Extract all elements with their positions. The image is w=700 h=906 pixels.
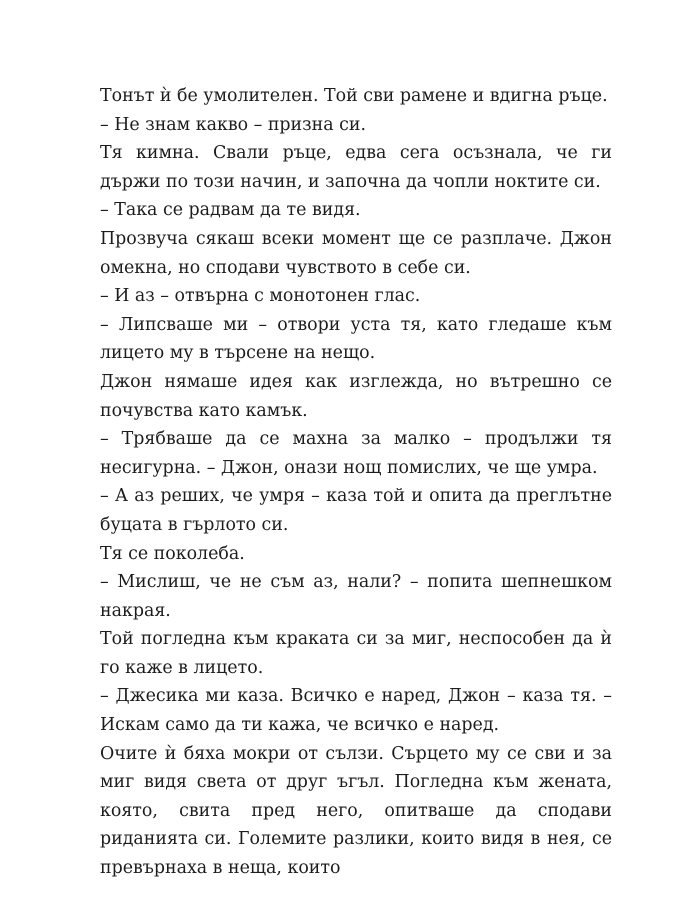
paragraph: – Джесика ми каза. Всичко е наред, Джон – каза тя. – Искам само да ти кажа, че всичко е наред.: [100, 686, 612, 736]
paragraph: – Липсваше ми – отвори уста тя, като гледаше към лицето му в търсене на нещо.: [100, 314, 612, 364]
paragraph: – Така се радвам да те видя.: [100, 200, 361, 221]
paragraph: Тя се поколеба.: [100, 543, 245, 564]
paragraph: Тонът ѝ бе умолителен. Той сви рамене и вдигна ръце.: [100, 86, 608, 106]
paragraph: Тя кимна. Свали ръце, едва сега осъзнала, че ги държи по този начин, и започна да чопли ноктите си.: [100, 143, 612, 192]
paragraph: – Мислиш, че не съм аз, нали? – попита шепнешком накрая.: [100, 572, 612, 621]
paragraph: – Трябваше да се махна за малко – продължи тя несигурна. – Джон, онази нощ помислих, че ще умра.: [100, 429, 612, 478]
paragraph: Прозвуча сякаш всеки момент ще се разплаче. Джон омекна, но сподави чувството в себе си.: [100, 228, 612, 278]
paragraph: – А аз реших, че умря – каза той и опита да преглътне буцата в гърлото си.: [100, 486, 612, 535]
paragraph: Джон нямаше идея как изглежда, но вътрешно се почувства като камък.: [100, 371, 612, 421]
book-page-text: [100, 82, 612, 883]
paragraph: Очите ѝ бяха мокри от сълзи. Сърцето му се сви и за миг видя света от друг ъгъл. Погледна към жената, която, свита пред него, опитваше да сподави риданията си. Големите разлики, които видя в нея, се превърнаха в неща, които: [100, 743, 612, 879]
paragraph: Той погледна към краката си за миг, неспособен да ѝ го каже в лицето.: [100, 629, 612, 678]
paragraph: – И аз – отвърна с монотонен глас.: [100, 286, 421, 307]
paragraph: – Не знам какво – призна си.: [100, 114, 366, 135]
